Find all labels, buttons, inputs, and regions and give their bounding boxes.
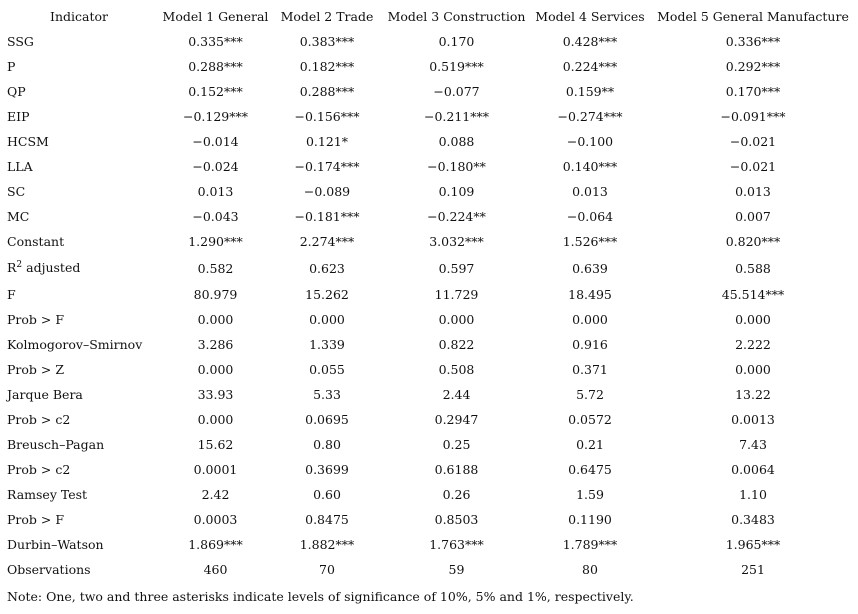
table-cell-model-3: 0.088 (438, 134, 475, 149)
table-cell-model-1: 0.0003 (193, 512, 238, 527)
table-row (0, 407, 858, 432)
table-cell-model-5: 0.820*** (725, 234, 781, 249)
table-cell-model-2: 70 (319, 562, 335, 577)
table-cell-model-5: 0.292*** (725, 59, 781, 74)
table-cell-model-2: 1.339 (309, 337, 345, 352)
table-cell-model-5: 0.000 (735, 362, 771, 377)
table-cell-model-3: 3.032*** (429, 234, 484, 249)
row-label: Prob > F (7, 312, 65, 327)
table-cell-model-3: 0.597 (438, 260, 475, 276)
table-row (0, 482, 858, 507)
table-cell-model-3: −0.224** (427, 209, 486, 224)
table-row (0, 54, 858, 79)
table-cell-model-1: −0.129*** (182, 109, 248, 124)
table-cell-model-3: 1.763*** (429, 537, 484, 552)
table-cell-model-4: 0.140*** (562, 159, 618, 174)
table-cell-model-1: 0.000 (197, 412, 234, 427)
table-cell-model-4: 80 (582, 562, 598, 577)
table-cell-model-3: 0.25 (442, 437, 471, 452)
row-label: Ramsey Test (7, 487, 88, 502)
table-cell-model-5: −0.091*** (720, 109, 786, 124)
row-label: Prob > Z (7, 362, 65, 377)
table-cell-model-4: 1.789*** (562, 537, 618, 552)
row-label: QP (7, 84, 26, 99)
table-cell-model-4: −0.064 (566, 209, 614, 224)
header-model-5: Model 5 General Manufacture (657, 9, 849, 24)
table-row (0, 357, 858, 382)
table-cell-model-2: 0.60 (313, 487, 341, 502)
table-row (0, 382, 858, 407)
header-row (0, 4, 858, 29)
table-cell-model-5: 0.000 (735, 312, 771, 327)
table-cell-model-5: 0.336*** (725, 34, 781, 49)
table-row (0, 254, 858, 282)
table-row (0, 29, 858, 54)
table-cell-model-5: −0.021 (729, 159, 777, 174)
row-label: Prob > c2 (7, 462, 71, 477)
regression-results-table (0, 4, 858, 582)
table-cell-model-5: 2.222 (735, 337, 771, 352)
table-cell-model-2: 0.3699 (305, 462, 349, 477)
table-cell-model-2: 15.262 (305, 287, 349, 302)
table-cell-model-2: 0.623 (309, 260, 345, 276)
table-cell-model-3: 0.000 (438, 312, 475, 327)
row-label: MC (7, 209, 30, 224)
table-row (0, 307, 858, 332)
table-cell-model-2: 2.274*** (299, 234, 355, 249)
table-cell-model-4: 0.224*** (562, 59, 618, 74)
table-cell-model-1: −0.043 (192, 209, 239, 224)
table-cell-model-5: 13.22 (735, 387, 771, 402)
table-cell-model-4: −0.100 (566, 134, 614, 149)
table-row (0, 104, 858, 129)
significance-note: Note: One, two and three asterisks indicate levels of significance of 10%, 5% and 1%, respectively. (7, 589, 634, 604)
table-cell-model-4: 18.495 (568, 287, 612, 302)
table-cell-model-1: 0.013 (197, 184, 234, 199)
table-cell-model-3: 59 (448, 562, 465, 577)
table-cell-model-4: −0.274*** (557, 109, 623, 124)
table-cell-model-1: 0.288*** (188, 59, 243, 74)
table-cell-model-1: 33.93 (197, 387, 234, 402)
table-cell-model-2: −0.156*** (294, 109, 360, 124)
row-label: Durbin–Watson (7, 537, 104, 552)
table-cell-model-1: 0.000 (197, 362, 234, 377)
table-cell-model-3: −0.211*** (423, 109, 489, 124)
table-cell-model-4: 1.526*** (562, 234, 618, 249)
table-cell-model-1: 0.582 (197, 260, 234, 276)
table-row (0, 154, 858, 179)
table-cell-model-2: 0.0695 (305, 412, 349, 427)
table-row (0, 129, 858, 154)
table-cell-model-5: 45.514*** (721, 287, 785, 302)
table-row (0, 229, 858, 254)
row-label: EIP (7, 109, 30, 124)
table-cell-model-2: −0.181*** (294, 209, 360, 224)
row-label: Constant (7, 234, 65, 249)
row-label: Jarque Bera (7, 387, 83, 402)
row-label: LLA (7, 159, 33, 174)
table-cell-model-5: 0.170*** (725, 84, 781, 99)
row-label: Prob > c2 (7, 412, 71, 427)
row-label: F (7, 287, 16, 302)
table-cell-model-1: 0.000 (197, 312, 234, 327)
table-cell-model-2: 0.055 (309, 362, 345, 377)
table-cell-model-2: 0.383*** (299, 34, 355, 49)
header-indicator: Indicator (50, 9, 108, 24)
header-model-1: Model 1 General (162, 9, 269, 24)
row-label: SSG (7, 34, 34, 49)
table-cell-model-5: 251 (741, 562, 765, 577)
table-cell-model-2: −0.089 (303, 184, 351, 199)
table-cell-model-3: −0.077 (433, 84, 480, 99)
table-cell-model-2: 1.882*** (299, 537, 355, 552)
table-cell-model-1: 2.42 (201, 487, 230, 502)
table-cell-model-1: 460 (203, 562, 228, 577)
table-cell-model-5: 1.965*** (725, 537, 781, 552)
table-cell-model-1: 3.286 (197, 337, 234, 352)
table-cell-model-3: 0.822 (438, 337, 475, 352)
table-cell-model-4: 0.0572 (568, 412, 612, 427)
row-label: SC (7, 184, 26, 199)
table-cell-model-5: 1.10 (739, 487, 767, 502)
row-label: P (7, 59, 16, 74)
table-cell-model-2: 0.121* (305, 134, 349, 149)
table-cell-model-1: 0.152*** (188, 84, 243, 99)
table-cell-model-4: 0.013 (572, 184, 608, 199)
header-model-4: Model 4 Services (535, 9, 645, 24)
row-label-part: adjusted (22, 260, 81, 276)
table-cell-model-5: 0.3483 (731, 512, 775, 527)
table-cell-model-3: 0.2947 (434, 412, 479, 427)
row-label: HCSM (7, 134, 49, 149)
table-cell-model-3: 11.729 (434, 287, 479, 302)
table-cell-model-5: 0.588 (735, 260, 771, 276)
table-cell-model-2: 0.80 (313, 437, 341, 452)
table-cell-model-1: 1.869*** (188, 537, 243, 552)
table-row (0, 332, 858, 357)
table-cell-model-3: 0.8503 (434, 512, 479, 527)
row-label (0, 254, 158, 282)
table-cell-model-2: 0.182*** (299, 59, 355, 74)
row-label: Prob > F (7, 512, 65, 527)
table-cell-model-5: 0.013 (735, 184, 771, 199)
table-cell-model-1: 0.335*** (188, 34, 243, 49)
table-cell-model-1: 1.290*** (188, 234, 243, 249)
table-cell-model-2: 0.8475 (305, 512, 349, 527)
table-row (0, 532, 858, 557)
table-cell-model-4: 0.21 (576, 437, 604, 452)
table-cell-model-3: 2.44 (442, 387, 471, 402)
table-cell-model-1: 15.62 (197, 437, 234, 452)
row-label-part: R (7, 260, 17, 276)
table-cell-model-4: 0.000 (572, 312, 608, 327)
table-cell-model-3: −0.180** (427, 159, 486, 174)
row-label: Breusch–Pagan (7, 437, 105, 452)
table-cell-model-4: 0.371 (572, 362, 608, 377)
table-cell-model-5: −0.021 (729, 134, 777, 149)
table-row (0, 432, 858, 457)
row-label-part: 2 (16, 260, 23, 271)
table-cell-model-3: 0.170 (438, 34, 475, 49)
table-cell-model-2: −0.174*** (294, 159, 360, 174)
table-row (0, 457, 858, 482)
table-cell-model-2: 5.33 (313, 387, 341, 402)
row-label: Kolmogorov–Smirnov (7, 337, 143, 352)
table-cell-model-4: 0.159** (565, 84, 615, 99)
table-cell-model-1: −0.024 (192, 159, 239, 174)
table-cell-model-4: 0.916 (572, 337, 608, 352)
table-cell-model-1: 80.979 (193, 287, 238, 302)
table-cell-model-4: 5.72 (576, 387, 604, 402)
table-cell-model-5: 7.43 (739, 437, 767, 452)
table-cell-model-4: 0.428*** (562, 34, 618, 49)
table-cell-model-3: 0.6188 (434, 462, 479, 477)
table-cell-model-3: 0.508 (438, 362, 475, 377)
table-cell-model-3: 0.519*** (429, 59, 484, 74)
table-cell-model-2: 0.288*** (299, 84, 355, 99)
table-row (0, 282, 858, 307)
table-cell-model-5: 0.0013 (731, 412, 775, 427)
table-cell-model-4: 0.639 (572, 260, 608, 276)
table-cell-model-4: 0.6475 (568, 462, 612, 477)
row-label: Observations (7, 562, 91, 577)
table-cell-model-2: 0.000 (309, 312, 345, 327)
table-cell-model-5: 0.007 (735, 209, 771, 224)
table-row (0, 507, 858, 532)
header-model-2: Model 2 Trade (280, 9, 374, 24)
table-row (0, 204, 858, 229)
table-row (0, 179, 858, 204)
table-cell-model-3: 0.109 (438, 184, 475, 199)
table-row (0, 557, 858, 582)
header-model-3: Model 3 Construction (387, 9, 526, 24)
table-cell-model-4: 0.1190 (568, 512, 612, 527)
table-row (0, 79, 858, 104)
table-cell-model-1: 0.0001 (193, 462, 238, 477)
table-cell-model-1: −0.014 (192, 134, 239, 149)
table-cell-model-3: 0.26 (442, 487, 471, 502)
table-cell-model-4: 1.59 (576, 487, 604, 502)
table-cell-model-5: 0.0064 (731, 462, 775, 477)
